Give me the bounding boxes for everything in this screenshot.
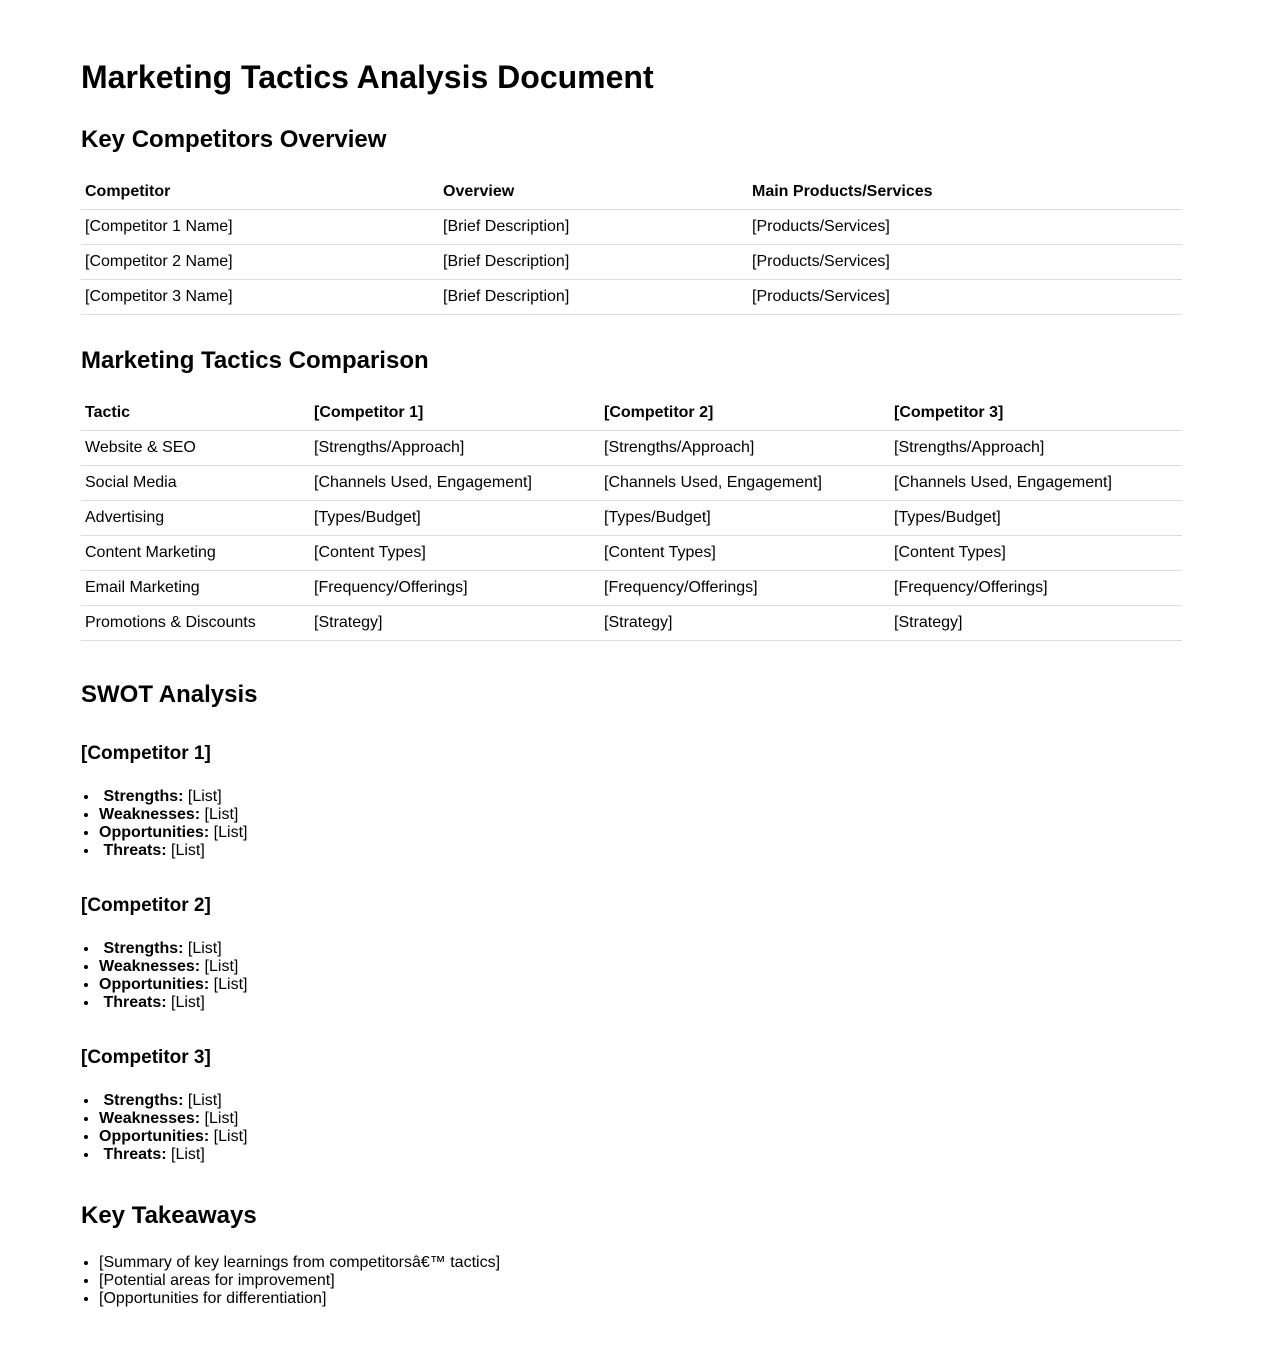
tactics-comparison-section xyxy=(81,347,1182,641)
swot-item-strengths xyxy=(99,1092,1182,1110)
swot-value: [List] xyxy=(166,842,205,859)
swot-label: Weaknesses: xyxy=(99,806,201,823)
swot-value: [List] xyxy=(209,824,248,841)
swot-value: [List] xyxy=(166,994,205,1011)
table-row xyxy=(81,536,1182,571)
swot-label: Strengths: xyxy=(103,1092,184,1109)
swot-item-weaknesses xyxy=(99,1110,1182,1128)
column-header-overview: Overview xyxy=(439,175,748,210)
table-row xyxy=(81,501,1182,536)
swot-item-threats xyxy=(99,1146,1182,1164)
table-header-row xyxy=(81,396,1182,431)
swot-value: [List] xyxy=(166,1146,205,1163)
competitor-name-cell: [Competitor 2 Name] xyxy=(81,245,439,280)
competitor-2-cell: [Strengths/Approach] xyxy=(600,431,890,466)
swot-value: [List] xyxy=(200,1110,239,1127)
swot-value: [List] xyxy=(209,1128,248,1145)
table-row xyxy=(81,571,1182,606)
competitor-name-cell: [Competitor 3 Name] xyxy=(81,280,439,315)
swot-competitor-title: [Competitor 1] xyxy=(81,743,211,764)
swot-label: Opportunities: xyxy=(99,976,210,993)
swot-item-threats xyxy=(99,842,1182,860)
swot-item-strengths xyxy=(99,788,1182,806)
competitor-3-cell: [Frequency/Offerings] xyxy=(890,571,1182,606)
overview-cell: [Brief Description] xyxy=(439,210,748,245)
column-header-competitor-3: [Competitor 3] xyxy=(890,396,1182,431)
swot-value: [List] xyxy=(200,806,239,823)
swot-label: Weaknesses: xyxy=(99,1110,201,1127)
swot-list xyxy=(81,940,1182,1012)
key-takeaways-section xyxy=(81,1202,1182,1308)
swot-label: Opportunities: xyxy=(99,824,210,841)
swot-label: Strengths: xyxy=(103,788,184,805)
competitor-1-cell: [Strengths/Approach] xyxy=(310,431,600,466)
list-item: • [Opportunities for differentiation] xyxy=(99,1290,1182,1308)
products-cell: [Products/Services] xyxy=(748,280,1182,315)
swot-item-strengths xyxy=(99,940,1182,958)
tactic-cell: Advertising xyxy=(81,501,310,536)
swot-label: Opportunities: xyxy=(99,1128,210,1145)
competitors-overview-section xyxy=(81,126,1182,315)
swot-item-weaknesses xyxy=(99,958,1182,976)
swot-label: Strengths: xyxy=(103,940,184,957)
swot-item-weaknesses xyxy=(99,806,1182,824)
swot-item-opportunities xyxy=(99,1128,1182,1146)
swot-item-opportunities xyxy=(99,976,1182,994)
competitor-2-cell: [Types/Budget] xyxy=(600,501,890,536)
products-cell: [Products/Services] xyxy=(748,245,1182,280)
swot-list xyxy=(81,1092,1182,1164)
competitor-2-cell: [Content Types] xyxy=(600,536,890,571)
table-row xyxy=(81,210,1182,245)
column-header-competitor: Competitor xyxy=(81,175,439,210)
competitor-3-cell: [Strengths/Approach] xyxy=(890,431,1182,466)
table-row xyxy=(81,466,1182,501)
swot-section xyxy=(81,681,1182,1164)
tactics-comparison-table xyxy=(81,396,1182,641)
products-cell: [Products/Services] xyxy=(748,210,1182,245)
swot-value: [List] xyxy=(183,940,222,957)
document-title: Marketing Tactics Analysis Document xyxy=(81,59,654,95)
swot-value: [List] xyxy=(183,788,222,805)
table-row xyxy=(81,606,1182,641)
list-item: • [Potential areas for improvement] xyxy=(99,1272,1182,1290)
table-header-row xyxy=(81,175,1182,210)
column-header-products: Main Products/Services xyxy=(748,175,1182,210)
swot-list xyxy=(81,788,1182,860)
tactics-comparison-heading: Marketing Tactics Comparison xyxy=(81,347,429,374)
list-item: • [Summary of key learnings from competitorsâ€™ tactics] xyxy=(99,1254,1182,1272)
column-header-competitor-1: [Competitor 1] xyxy=(310,396,600,431)
competitor-2-cell: [Strategy] xyxy=(600,606,890,641)
swot-competitor-title: [Competitor 2] xyxy=(81,895,211,916)
tactic-cell: Content Marketing xyxy=(81,536,310,571)
competitors-overview-table xyxy=(81,175,1182,315)
competitor-1-cell: [Frequency/Offerings] xyxy=(310,571,600,606)
competitor-3-cell: [Types/Budget] xyxy=(890,501,1182,536)
competitor-2-cell: [Channels Used, Engagement] xyxy=(600,466,890,501)
key-takeaways-heading: Key Takeaways xyxy=(81,1202,257,1229)
swot-value: [List] xyxy=(183,1092,222,1109)
swot-label: Threats: xyxy=(103,994,167,1011)
table-row xyxy=(81,431,1182,466)
swot-item-threats xyxy=(99,994,1182,1012)
competitor-3-cell: [Strategy] xyxy=(890,606,1182,641)
swot-competitor-title: [Competitor 3] xyxy=(81,1047,211,1068)
swot-competitor-2 xyxy=(81,895,1182,1012)
swot-value: [List] xyxy=(209,976,248,993)
swot-label: Threats: xyxy=(103,842,167,859)
swot-item-opportunities xyxy=(99,824,1182,842)
column-header-tactic: Tactic xyxy=(81,396,310,431)
competitor-name-cell: [Competitor 1 Name] xyxy=(81,210,439,245)
table-row xyxy=(81,245,1182,280)
competitor-1-cell: [Channels Used, Engagement] xyxy=(310,466,600,501)
overview-cell: [Brief Description] xyxy=(439,280,748,315)
competitor-1-cell: [Strategy] xyxy=(310,606,600,641)
competitor-1-cell: [Types/Budget] xyxy=(310,501,600,536)
tactic-cell: Social Media xyxy=(81,466,310,501)
column-header-competitor-2: [Competitor 2] xyxy=(600,396,890,431)
competitor-3-cell: [Channels Used, Engagement] xyxy=(890,466,1182,501)
swot-heading: SWOT Analysis xyxy=(81,681,258,708)
swot-competitor-3 xyxy=(81,1047,1182,1164)
competitors-overview-heading: Key Competitors Overview xyxy=(81,126,387,153)
tactic-cell: Website & SEO xyxy=(81,431,310,466)
overview-cell: [Brief Description] xyxy=(439,245,748,280)
swot-label: Weaknesses: xyxy=(99,958,201,975)
table-row xyxy=(81,280,1182,315)
swot-label: Threats: xyxy=(103,1146,167,1163)
competitor-3-cell: [Content Types] xyxy=(890,536,1182,571)
tactic-cell: Promotions & Discounts xyxy=(81,606,310,641)
swot-competitor-1 xyxy=(81,743,1182,860)
tactic-cell: Email Marketing xyxy=(81,571,310,606)
competitor-2-cell: [Frequency/Offerings] xyxy=(600,571,890,606)
key-takeaways-list xyxy=(81,1254,1182,1308)
swot-value: [List] xyxy=(200,958,239,975)
competitor-1-cell: [Content Types] xyxy=(310,536,600,571)
